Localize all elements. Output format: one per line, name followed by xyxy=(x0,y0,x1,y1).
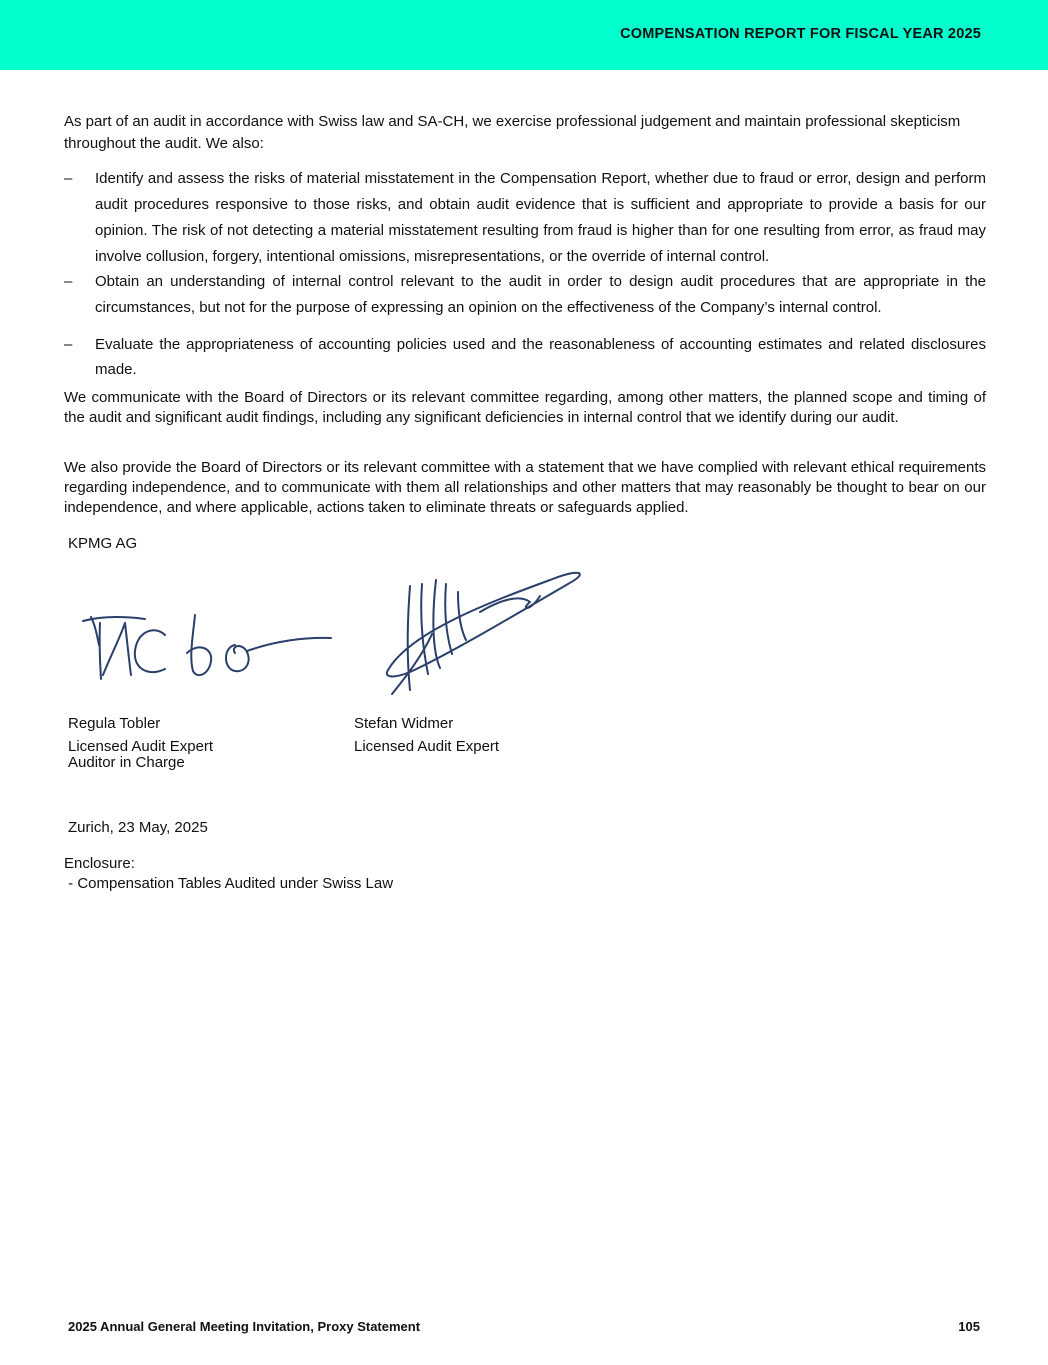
signatory-title: Licensed Audit Expert xyxy=(68,738,214,755)
signatory-title: Licensed Audit Expert xyxy=(354,738,500,755)
signatory-name: Regula Tobler xyxy=(68,715,161,732)
enclosure-label: Enclosure: xyxy=(64,855,135,872)
communication-paragraph: We communicate with the Board of Directors or its relevant committee regarding, among other matters, the planned scope and timing of the audit and significant audit findings, including any significant deficiencies in internal control that we identify during our audit. xyxy=(64,389,986,426)
independence-paragraph: We also provide the Board of Directors or its relevant committee with a statement that we have complied with relevant ethical requirements regarding independence, and to communicate with them all relationships and other matters that may reasonably be thought to bear on our independence, and where applicable, actions taken to eliminate threats or safeguards applied. xyxy=(64,459,986,516)
report-title: COMPENSATION REPORT FOR FISCAL YEAR 2025 xyxy=(620,26,981,42)
firm-name: KPMG AG xyxy=(68,535,138,552)
signatory-name: Stefan Widmer xyxy=(354,715,454,732)
enclosure-item: - Compensation Tables Audited under Swiss Law xyxy=(64,875,394,892)
intro-paragraph: As part of an audit in accordance with Swiss law and SA-CH, we exercise professional judgement and maintain professional skepticism throughout the audit. We also: xyxy=(64,113,961,152)
place-and-date: Zurich, 23 May, 2025 xyxy=(68,819,208,836)
list-item xyxy=(64,166,986,269)
audit-procedures-list xyxy=(64,166,986,382)
dash-bullet-icon: – xyxy=(64,273,73,290)
list-item xyxy=(64,332,986,382)
page-number: 105 xyxy=(958,1319,980,1334)
list-item xyxy=(64,269,986,332)
list-item-text: Obtain an understanding of internal control relevant to the audit in order to design audit procedures that are appropriate in the circumstances, but not for the purpose of expressing an opinion on the effectiveness of the Company’s internal control. xyxy=(95,273,986,316)
signatory-role: Auditor in Charge xyxy=(68,754,185,771)
dash-bullet-icon: – xyxy=(64,170,73,187)
signature-regula-tobler xyxy=(75,605,340,690)
dash-bullet-icon: – xyxy=(64,336,73,353)
footer-title: 2025 Annual General Meeting Invitation, Proxy Statement xyxy=(68,1319,421,1334)
list-item-text: Evaluate the appropriateness of accounting policies used and the reasonableness of accounting estimates and related disclosures made. xyxy=(95,336,986,378)
list-item-text: Identify and assess the risks of material misstatement in the Compensation Report, whether due to fraud or error, design and perform audit procedures responsive to those risks, and obtain audit evidence that is sufficient and appropriate to provide a basis for our opinion. The risk of not detecting a material misstatement resulting from fraud is higher than for one resulting from error, as fraud may involve collusion, forgery, intentional omissions, misrepresentations, or the override of internal control. xyxy=(95,170,986,265)
signature-stefan-widmer xyxy=(380,562,585,700)
